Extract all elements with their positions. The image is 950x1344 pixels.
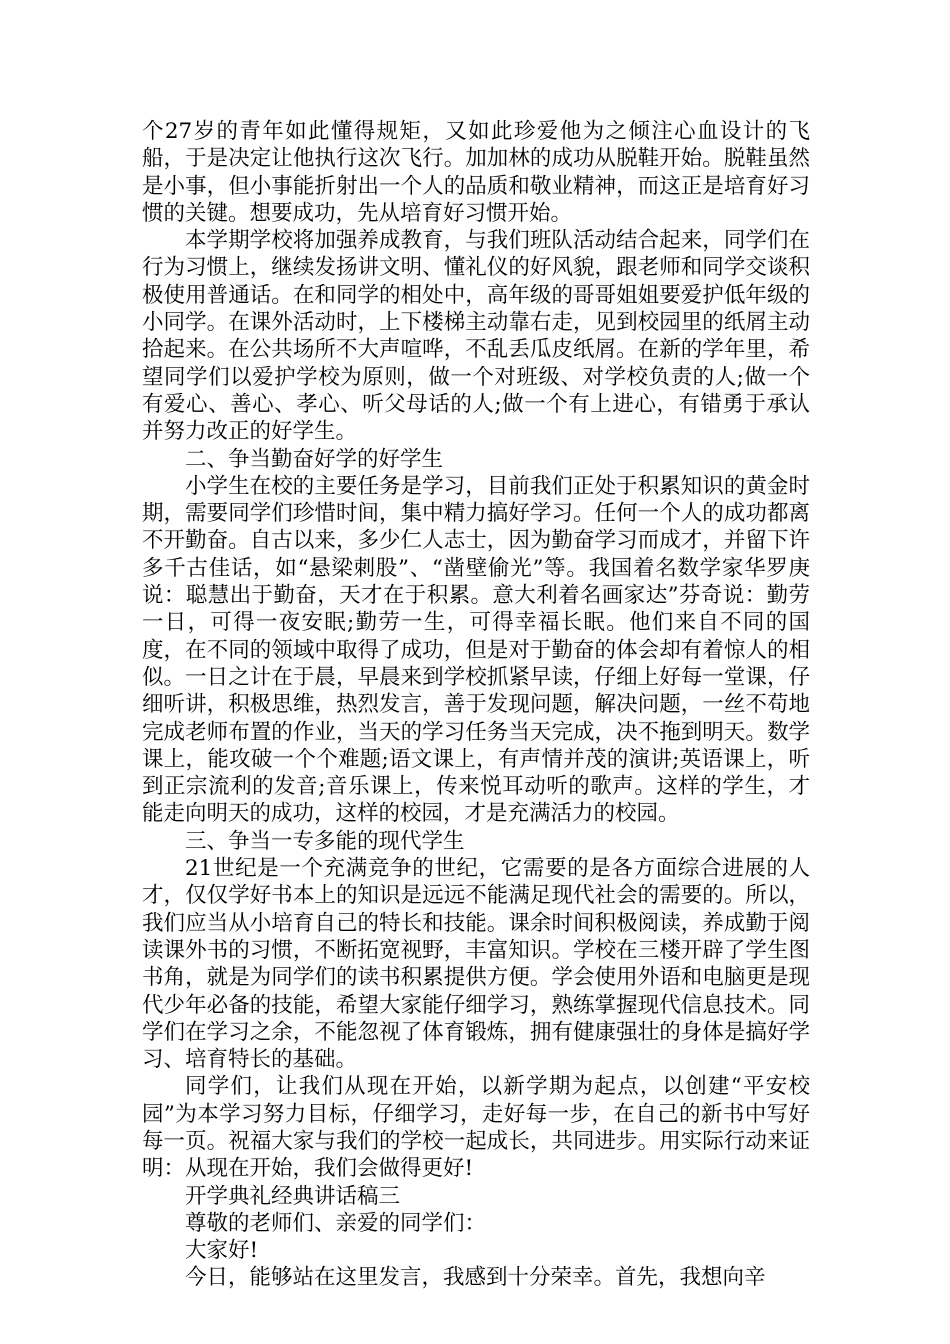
- paragraph-speech-opening: 今日，能够站在这里发言，我感到十分荣幸。首先，我想向辛: [185, 1265, 766, 1291]
- paragraph-intro-continuation: 个27岁的青年如此懂得规矩，又如此珍爱他为之倾注心血设计的飞船，于是决定让他执行这次飞行。加加林的成功从脱鞋开始。脱鞋虽然是小事，但小事能折射出一个人的品质和敬业精神，而这正是培育好习惯的关键。想要成功，先从培育好习惯开始。: [142, 119, 810, 226]
- section-heading-diligence: 二、争当勤奋好学的好学生: [185, 446, 444, 472]
- section-heading-versatile: 三、争当一专多能的现代学生: [185, 828, 465, 854]
- document-body: [142, 118, 810, 1292]
- paragraph-diligence: 小学生在校的主要任务是学习，目前我们正处于积累知识的黄金时期，需要同学们珍惜时间，集中精力搞好学习。任何一个人的成功都离不开勤奋。自古以来，多少仁人志士，因为勤奋学习而成才，并留下许多千古佳话，如“悬梁刺股”、“凿壁偷光”等。我国着名数学家华罗庚说：聪慧出于勤奋，天才在于积累。意大利着名画家达”芬奇说：勤劳一日，可得一夜安眠;勤劳一生，可得幸福长眠。他们来自不同的国度，在不同的领域中取得了成功，但是对于勤奋的体会却有着惊人的相似。一日之计在于晨，早晨来到学校抓紧早读，仔细上好每一堂课，仔细听讲，积极思维，热烈发言，善于发现问题，解决问题，一丝不苟地完成老师布置的作业，当天的学习任务当天完成，决不拖到明天。数学课上，能攻破一个个难题;语文课上，有声情并茂的演讲;英语课上，听到正宗流利的发音;音乐课上，传来悦耳动听的歌声。这样的学生，才能走向明天的成功，这样的校园，才是充满活力的校园。: [142, 473, 810, 827]
- speech-title: 开学典礼经典讲话稿三: [185, 1183, 401, 1209]
- greeting: 大家好!: [185, 1238, 259, 1264]
- paragraph-versatile: 21世纪是一个充满竞争的世纪，它需要的是各方面综合进展的人才，仅仅学好书本上的知识是远远不能满足现代社会的需要的。所以，我们应当从小培育自己的特长和技能。课余时间积极阅读，养成勤于阅读课外书的习惯，不断拓宽视野，丰富知识。学校在三楼开辟了学生图书角，就是为同学们的读书积累提供方便。学会使用外语和电脑更是现代少年必备的技能，希望大家能仔细学习，熟练掌握现代信息技术。同学们在学习之余，不能忽视了体育锻炼，拥有健康强壮的身体是搞好学习、培育特长的基础。: [142, 856, 810, 1073]
- paragraph-habits: 本学期学校将加强养成教育，与我们班队活动结合起来，同学们在行为习惯上，继续发扬讲文明、懂礼仪的好风貌，跟老师和同学交谈积极使用普通话。在和同学的相处中，高年级的哥哥姐姐要爱护低年级的小同学。在课外活动时，上下楼梯主动靠右走，见到校园里的纸屑主动拾起来。在公共场所不大声喧哗，不乱丢瓜皮纸屑。在新的学年里，希望同学们以爱护学校为原则，做一个对班级、对学校负责的人;做一个有爱心、善心、孝心、听父母话的人;做一个有上进心，有错勇于承认并努力改正的好学生。: [142, 228, 810, 445]
- salutation: 尊敬的老师们、亲爱的同学们：: [185, 1210, 487, 1236]
- paragraph-closing: 同学们，让我们从现在开始，以新学期为起点，以创建“平安校园”为本学习努力目标，仔细学习，走好每一步，在自己的新书中写好每一页。祝福大家与我们的学校一起成长，共同进步。用实际行动来证明：从现在开始，我们会做得更好!: [142, 1074, 810, 1182]
